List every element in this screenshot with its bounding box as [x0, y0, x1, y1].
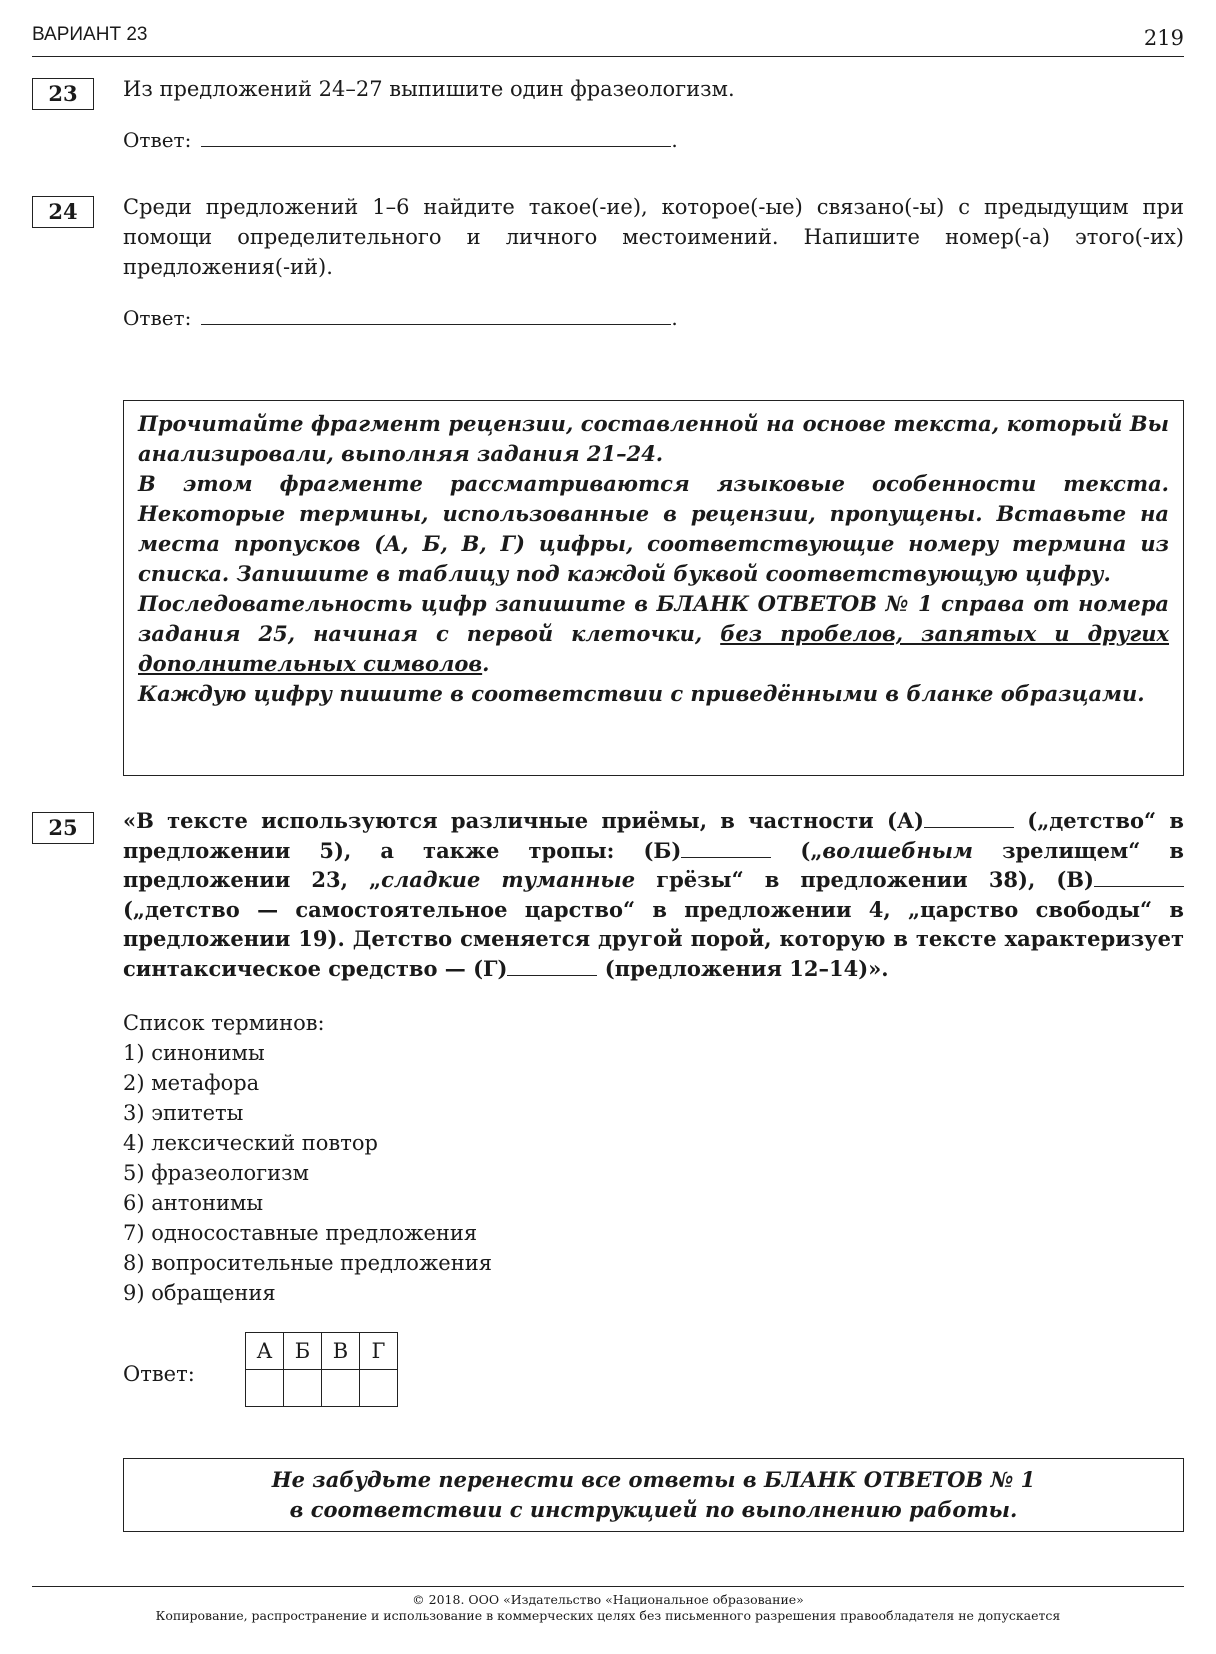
instructions-p2: В этом фрагменте рассматриваются языковые особенности текста. Некоторые термины, использованные в рецензии, пропущены. Вставьте на места пропусков (А, Б, В, Г) цифры, соответствующие номеру термина из списка. Запишите в таблицу под каждой буквой соответствующую цифру. [138, 471, 1169, 586]
answer-end-dot: . [671, 306, 678, 330]
answer-cell-b[interactable] [284, 1370, 322, 1407]
gap-a [924, 813, 1014, 828]
answer-label: Ответ: [123, 306, 192, 330]
page-header [32, 22, 1184, 57]
term-item: 3) эпитеты [123, 1101, 244, 1125]
reminder-box [123, 1458, 1184, 1532]
terms-list [123, 1008, 492, 1308]
task-24-answer [123, 306, 678, 330]
term-item: 1) синонимы [123, 1041, 265, 1065]
task-24-number: 24 [32, 196, 94, 228]
answer-table-header: Г [360, 1333, 398, 1370]
task-23-text: Из предложений 24–27 выпишите один фразеологизм. [123, 77, 735, 101]
task-25-answer-label: Ответ: [123, 1362, 195, 1386]
task-25-part: („детство“ в предложении 5), а также тропы: (Б) [123, 808, 1184, 863]
answer-end-dot: . [671, 128, 678, 152]
instructions-p3 [138, 589, 1169, 679]
instructions-p4: Каждую цифру пишите в соответствии с приведёнными в бланке образцами. [138, 681, 1145, 706]
answer-cell-v[interactable] [322, 1370, 360, 1407]
term-item: 6) антонимы [123, 1191, 264, 1215]
variant-title: ВАРИАНТ 23 [32, 24, 148, 45]
reminder-line-2: в соответствии с инструкцией по выполнению работы. [289, 1497, 1018, 1522]
term-item: 8) вопросительные предложения [123, 1251, 492, 1275]
answer-table-header: В [322, 1333, 360, 1370]
answer-cell-g[interactable] [360, 1370, 398, 1407]
task-25-part: «В тексте используются различные приёмы, в частности (А) [123, 808, 924, 833]
answer-table-header: А [246, 1333, 284, 1370]
footer-copyright: © 2018. ООО «Издательство «Национальное образование» [412, 1592, 804, 1607]
term-item: 2) метафора [123, 1071, 260, 1095]
term-item: 9) обращения [123, 1281, 276, 1305]
page-number: 219 [1143, 26, 1184, 50]
task-25-italic: сладкие туманные [381, 867, 636, 892]
gap-b [681, 843, 771, 858]
task-25-part: зрелищем“ в предложении 23, „ [123, 837, 1184, 892]
answer-label: Ответ: [123, 128, 192, 152]
instructions-p3-start: Последовательность цифр запишите в БЛАНК ОТВЕТОВ № 1 справа от номера задания 25, начиная с первой клеточки, [138, 591, 1169, 646]
task-25-part: („детство — самостоятельное царство“ в предложении 4, „царство свободы“ в предложении 19). Детство сменяется другой порой, которую в тексте характеризует синтаксическое средство — (Г) [123, 896, 1184, 981]
task-23-answer [123, 128, 678, 152]
task-25-part: („ [771, 837, 823, 863]
task-23-number: 23 [32, 78, 94, 110]
gap-v [1094, 872, 1184, 887]
term-item: 5) фразеологизм [123, 1161, 309, 1185]
instructions-p3-end: . [482, 651, 490, 676]
terms-title: Список терминов: [123, 1011, 325, 1035]
instructions-box [123, 400, 1184, 776]
instructions-p3-underlined: без пробелов, запятых и других дополнительных символов [138, 621, 1170, 676]
task-25-text [123, 806, 1184, 983]
answer-table-header: Б [284, 1333, 322, 1370]
answer-cell-a[interactable] [246, 1370, 284, 1407]
gap-g [507, 961, 597, 976]
task-25-italic: волшебным [822, 837, 973, 863]
page-footer [32, 1586, 1184, 1624]
term-item: 7) односоставные предложения [123, 1221, 478, 1245]
answer-blank-line[interactable] [201, 128, 671, 147]
task-25-part: (предложения 12–14)». [597, 955, 889, 981]
task-25-number: 25 [32, 812, 94, 844]
footer-notice: Копирование, распространение и использование в коммерческих целях без письменного разрешения правообладателя не допускается [155, 1608, 1061, 1623]
task-25-part: грёзы“ в предложении 38), (В) [635, 867, 1094, 892]
instructions-p1: Прочитайте фрагмент рецензии, составленной на основе текста, который Вы анализировали, выполняя задания 21–24. [138, 411, 1169, 466]
task-24-text: Среди предложений 1–6 найдите такое(-ие), которое(-ые) связано(-ы) с предыдущим при помощи определительного и личного местоимений. Напишите номер(-а) этого(-их) предложения(-ий). [123, 195, 1184, 279]
answer-table [245, 1332, 398, 1407]
term-item: 4) лексический повтор [123, 1131, 378, 1155]
answer-blank-line[interactable] [201, 306, 671, 325]
reminder-line-1: Не забудьте перенести все ответы в БЛАНК ОТВЕТОВ № 1 [271, 1467, 1036, 1492]
